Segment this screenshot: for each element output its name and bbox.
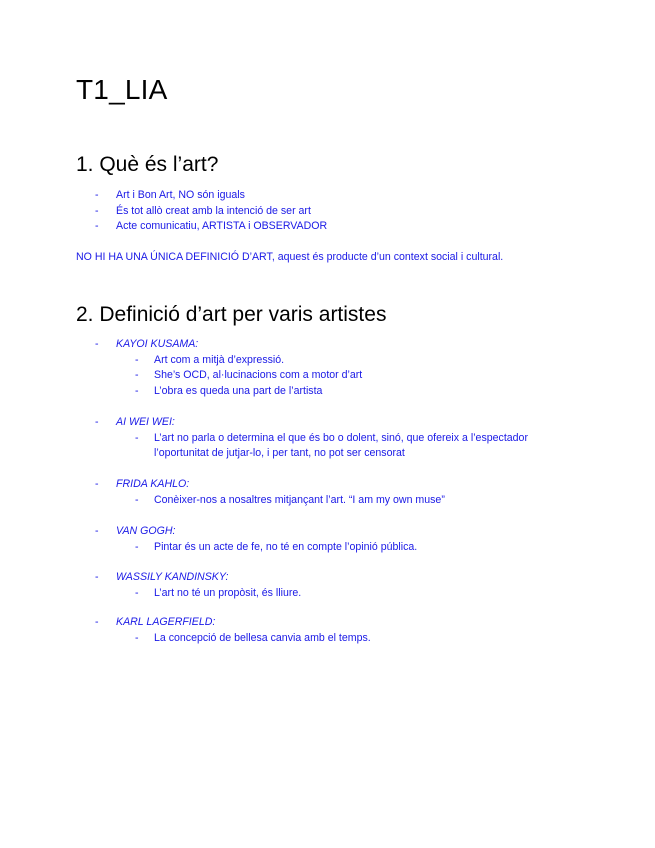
artist-name: FRIDA KAHLO: xyxy=(116,478,190,490)
bullet-dash: - xyxy=(95,616,99,628)
bullet-dash: - xyxy=(135,540,139,553)
artist-name: VAN GOGH: xyxy=(116,525,176,537)
artist-name: KARL LAGERFIELD: xyxy=(116,616,216,628)
bullet-text: Pintar és un acte de fe, no té en compte l’opinió pública. xyxy=(154,540,418,553)
list-item xyxy=(0,431,655,447)
artist-block-lagerfield xyxy=(0,615,655,646)
artist-name-row xyxy=(0,615,655,631)
bullet-text: Conèixer-nos a nosaltres mitjançant l’art. “I am my own muse” xyxy=(154,493,445,506)
bullet-dash: - xyxy=(135,384,139,397)
section1-bullet-list xyxy=(0,188,655,235)
artist-name-row xyxy=(0,477,655,493)
list-item xyxy=(0,188,655,204)
bullet-dash: - xyxy=(135,353,139,366)
list-item xyxy=(0,353,655,369)
artist-name-row xyxy=(0,570,655,586)
bullet-text: Art com a mitjà d’expressió. xyxy=(154,353,285,366)
bullet-text: L’obra es queda una part de l’artista xyxy=(154,384,323,397)
artist-block-frida-kahlo xyxy=(0,477,655,508)
list-item xyxy=(0,540,655,556)
bullet-text: Art i Bon Art, NO són iguals xyxy=(116,189,245,201)
bullet-text: l’oportunitat de jutjar-lo, i per tant, no pot ser censorat xyxy=(154,447,405,459)
list-item xyxy=(0,204,655,220)
bullet-dash: - xyxy=(135,369,139,381)
bullet-dash: - xyxy=(135,431,139,444)
list-item xyxy=(0,586,655,602)
list-item xyxy=(0,493,655,509)
bullet-text: Acte comunicatiu, ARTISTA i OBSERVADOR xyxy=(116,220,328,232)
section-heading-1: 1. Què és l’art? xyxy=(76,153,219,176)
artist-name-row xyxy=(0,337,655,353)
artist-name: WASSILY KANDINSKY: xyxy=(116,571,229,583)
page-title: T1_LIA xyxy=(76,74,168,105)
section1-note: NO HI HA UNA ÚNICA DEFINICIÓ D’ART, aquest és producte d’un context social i cultural. xyxy=(76,251,504,263)
bullet-dash: - xyxy=(135,493,139,506)
bullet-dash: - xyxy=(95,204,99,217)
list-item xyxy=(0,368,655,384)
list-item xyxy=(0,384,655,400)
artist-block-van-gogh xyxy=(0,524,655,555)
bullet-dash: - xyxy=(95,478,99,490)
list-item xyxy=(0,219,655,235)
artist-name: AI WEI WEI: xyxy=(116,416,175,428)
artist-name-row xyxy=(0,415,655,431)
bullet-dash: - xyxy=(95,189,99,201)
bullet-dash: - xyxy=(95,571,99,583)
artist-name: KAYOI KUSAMA: xyxy=(116,338,199,350)
bullet-dash: - xyxy=(95,338,99,350)
bullet-dash: - xyxy=(95,525,99,537)
bullet-text: L’art no té un propòsit, és lliure. xyxy=(154,586,302,599)
bullet-text: És tot allò creat amb la intenció de ser art xyxy=(116,204,311,217)
list-item xyxy=(0,631,655,647)
bullet-dash: - xyxy=(95,416,99,428)
section-heading-2: 2. Definició d’art per varis artistes xyxy=(76,303,387,326)
artist-block-kandinsky xyxy=(0,570,655,601)
artist-block-ai-wei-wei xyxy=(0,415,655,462)
bullet-text: She’s OCD, al·lucinacions com a motor d’art xyxy=(154,369,363,381)
bullet-dash: - xyxy=(95,220,99,232)
bullet-text: La concepció de bellesa canvia amb el temps. xyxy=(154,631,371,644)
artist-name-row xyxy=(0,524,655,540)
bullet-dash: - xyxy=(135,631,139,644)
bullet-dash: - xyxy=(135,586,139,599)
bullet-text: L’art no parla o determina el que és bo o dolent, sinó, que ofereix a l’espectador xyxy=(154,431,528,444)
list-item-continuation xyxy=(0,446,655,462)
artist-block-kusama xyxy=(0,337,655,399)
